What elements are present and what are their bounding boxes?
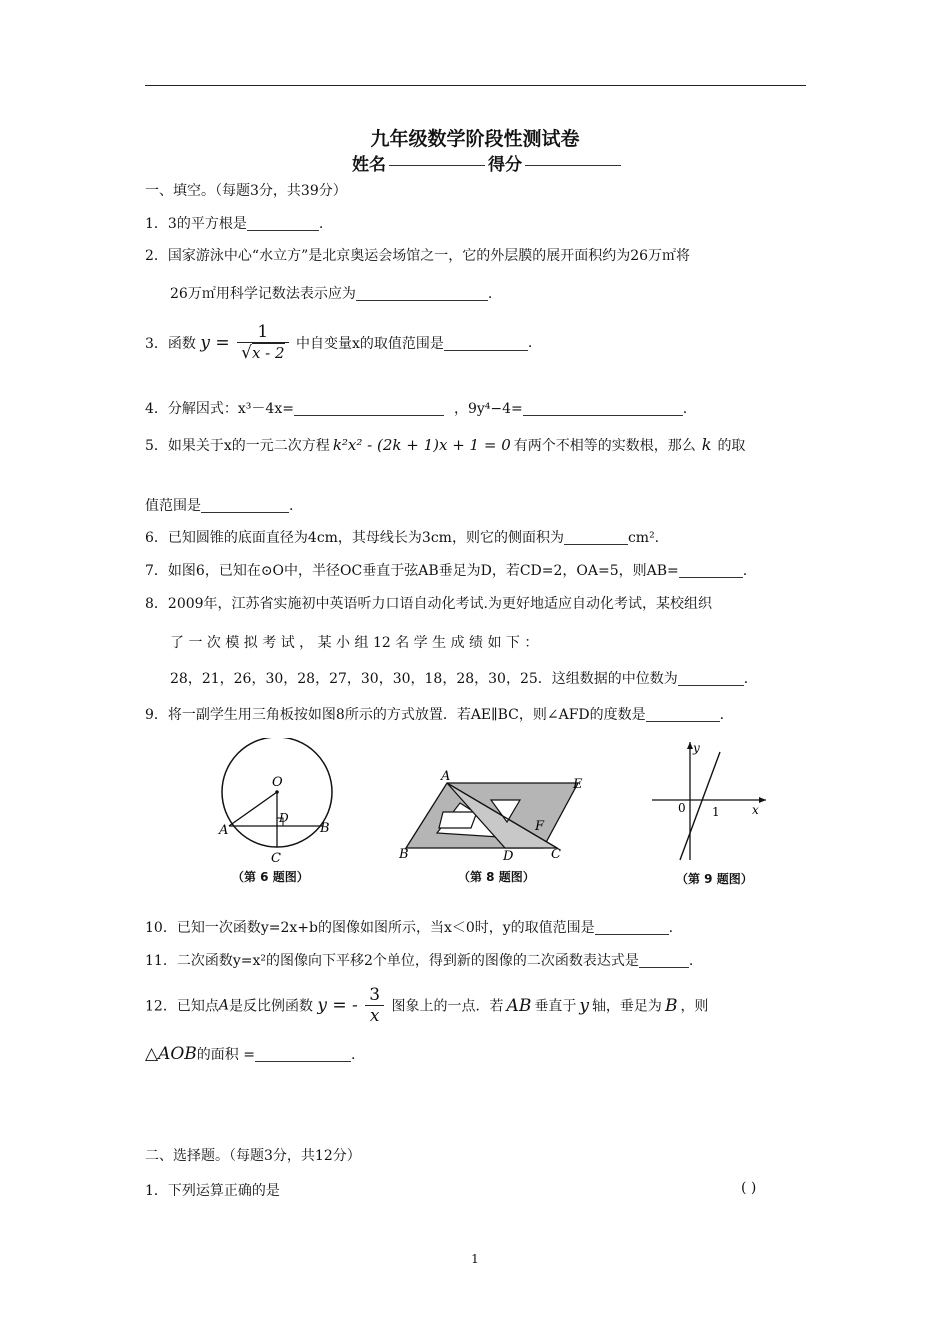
label-y: y	[693, 741, 700, 755]
question-3: 3．函数 y = $\frac{1}{√x - 2}$ 中自变量x的取值范围是 .	[145, 322, 533, 363]
label-A: A	[441, 769, 451, 784]
question-9: 9．将一副学生用三角板按如图8所示的方式放置．若AE∥BC，则∠AFD的度数是 .	[145, 707, 725, 723]
answer-blank	[564, 530, 628, 545]
fraction: $\frac{3}{x}$	[365, 985, 384, 1026]
label-B: B	[320, 821, 330, 836]
answer-blank	[201, 498, 289, 513]
label-C: C	[551, 847, 561, 862]
label-D: D	[503, 849, 514, 863]
label-x: x	[752, 803, 759, 817]
figure-9-linear-graph	[650, 738, 770, 866]
question-11: 11．二次函数y=x²的图像向下平移2个单位，得到新的图像的二次函数表达式是 .	[145, 953, 694, 969]
question-5-line2: 值范围是 .	[145, 498, 294, 514]
figure-9-caption: （第 9 题图）	[676, 872, 753, 886]
label-one: 1	[712, 805, 720, 819]
answer-paren: ( )	[741, 1180, 757, 1196]
question-5-line1: 5．如果关于x的一元二次方程 k²x² - (2k + 1)x + 1 = 0 有两个不相等的实数根，那么 k 的取	[145, 435, 746, 454]
name-label: 姓名	[352, 155, 386, 175]
question-8-line3: 28，21，26，30，28，27，30，30，18，28，30，25．这组数据的中位数为 .	[170, 671, 749, 687]
label-F: F	[535, 819, 545, 834]
label-C: C	[271, 851, 281, 866]
figure-6-caption: （第 6 题图）	[232, 870, 309, 884]
section2-heading: 二、选择题。（每题3分，共12分）	[145, 1148, 361, 1164]
label-origin: 0	[678, 801, 686, 815]
sqrt-symbol: √	[241, 343, 252, 363]
answer-blank	[444, 336, 528, 351]
answer-blank	[356, 286, 488, 301]
figure-8-caption: （第 8 题图）	[458, 870, 535, 884]
section1-heading: 一、填空。（每题3分，共39分）	[145, 183, 347, 199]
answer-blank	[255, 1047, 351, 1062]
top-rule	[145, 85, 806, 86]
label-E: E	[573, 777, 583, 792]
answer-blank	[639, 953, 689, 968]
question-8-line2: 了 一 次 模 拟 考 试 ， 某 小 组 12 名 学 生 成 绩 如 下 ：	[170, 635, 539, 651]
label-A: A	[219, 823, 229, 838]
label-D: D	[279, 811, 289, 825]
answer-blank	[595, 920, 669, 935]
question-2-line2: 26万㎡用科学记数法表示应为 .	[170, 286, 493, 302]
question-7: 7．如图6，已知在⊙O中，半径OC垂直于弦AB垂足为D，若CD=2，OA=5，则AB= .	[145, 563, 748, 579]
score-label: 得分	[488, 155, 522, 175]
name-score-row	[352, 150, 624, 175]
question-2-line1: 2．国家游泳中心“水立方”是北京奥运会场馆之一，它的外层膜的展开面积约为26万㎡将	[145, 248, 691, 264]
question-4: 4．分解因式：x³－4x= ，9y⁴−4= .	[145, 401, 688, 417]
section2-question-1: 1．下列运算正确的是	[145, 1183, 280, 1199]
figure-8-set-squares-diagram	[395, 768, 595, 863]
page-number: 1	[471, 1252, 479, 1266]
figure-6-circle-diagram	[205, 738, 360, 868]
answer-blank	[678, 671, 744, 686]
answer-blank	[523, 401, 683, 416]
question-12-line1: 12．已知点A是反比例函数 y = - $\frac{3}{x}$ 图象上的一点．若 AB 垂直于 y 轴，垂足为 B ，则	[145, 985, 709, 1026]
answer-blank	[646, 707, 720, 722]
question-12-line2: △AOB的面积 = .	[145, 1044, 356, 1064]
fraction: $\frac{1}{√x - 2}$	[237, 322, 288, 364]
answer-blank	[679, 563, 743, 578]
label-O: O	[272, 775, 283, 790]
answer-blank	[247, 216, 319, 231]
page-title: 九年级数学阶段性测试卷	[370, 128, 580, 150]
question-6: 6．已知圆锥的底面直径为4cm，其母线长为3cm，则它的侧面积为 cm².	[145, 530, 660, 546]
question-10: 10．已知一次函数y=2x+b的图像如图所示，当x＜0时，y的取值范围是 .	[145, 920, 674, 936]
name-blank	[389, 165, 485, 166]
answer-blank	[294, 401, 444, 416]
question-8-line1: 8．2009年，江苏省实施初中英语听力口语自动化考试.为更好地适应自动化考试，某校组织	[145, 596, 712, 612]
question-1: 1．3的平方根是 .	[145, 216, 324, 232]
label-B: B	[399, 847, 409, 862]
score-blank	[525, 165, 621, 166]
